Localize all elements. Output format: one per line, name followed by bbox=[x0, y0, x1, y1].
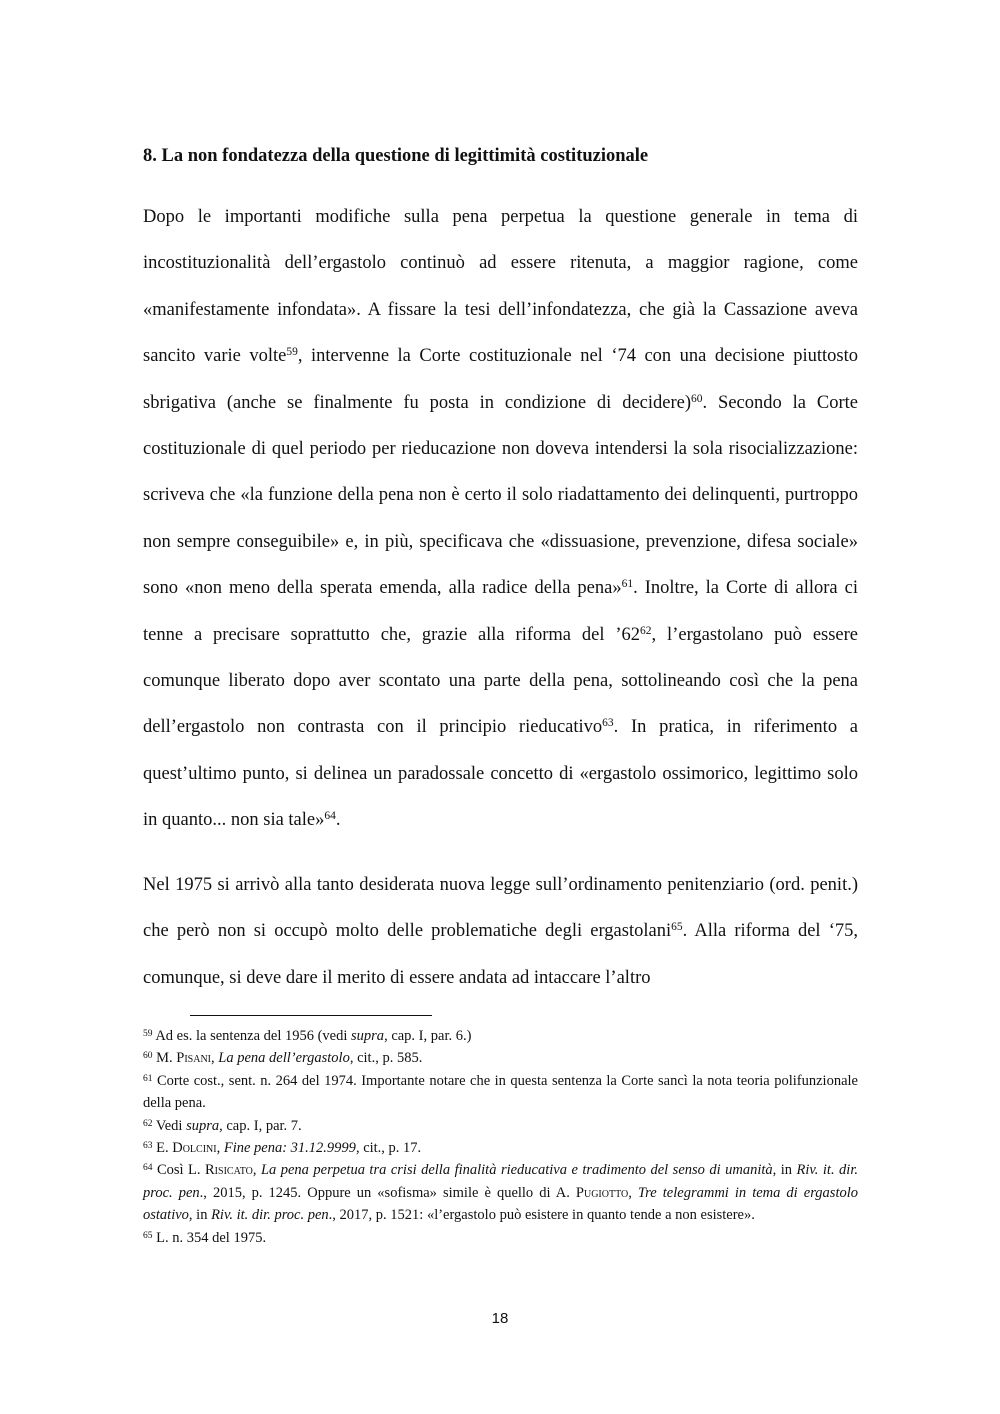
text-run: Così L. bbox=[152, 1162, 206, 1179]
footnotes bbox=[143, 1025, 858, 1249]
author-name: Pugiotto bbox=[575, 1184, 629, 1201]
italic-text: supra bbox=[186, 1117, 220, 1134]
text-run: Nel 1975 si arrivò alla tanto desiderata nuova legge sull’ordinamento penitenziario (ord. penit.) che però non si occupò molto delle problematiche degli ergastolani bbox=[143, 875, 858, 942]
author-name: Dolcini bbox=[172, 1140, 217, 1157]
footnote-ref: 60 bbox=[143, 1051, 153, 1062]
text-run: , in bbox=[188, 1207, 212, 1224]
text-run: ., 2015, p. 1245. Oppure un «sofisma» simile è quello di A. bbox=[199, 1184, 576, 1201]
text-run: , cap. I, par. 7. bbox=[219, 1117, 302, 1134]
footnote-ref: 62 bbox=[143, 1118, 153, 1129]
text-run: M. bbox=[152, 1050, 177, 1067]
italic-text: Fine pena: 31.12.9999 bbox=[223, 1140, 356, 1157]
text-run: Ad es. la sentenza del 1956 (vedi bbox=[152, 1028, 352, 1044]
text-run: ., 2017, p. 1521: «l’ergastolo può esistere in quanto tende a non esistere». bbox=[328, 1207, 755, 1224]
italic-text: La pena perpetua tra crisi della finalità rieducativa e tradimento del senso di umanità bbox=[260, 1162, 773, 1179]
italic-text: supra bbox=[351, 1028, 385, 1044]
text-run: , l’ergastolano può essere comunque liberato dopo aver scontato una parte della pena, sottolineando così che la pena dell’ergastolo non contrasta con il principio rieducativo bbox=[143, 624, 859, 738]
footnote-ref: 62 bbox=[640, 624, 652, 637]
page-number: 18 bbox=[491, 1310, 509, 1327]
footnote-59 bbox=[143, 1025, 858, 1047]
footnote-ref: 64 bbox=[324, 810, 336, 823]
footnote-ref: 65 bbox=[671, 921, 683, 934]
text-run: , intervenne la Corte costituzionale nel ‘74 con una decisione piuttosto sbrigativa (anche se finalmente fu posta in condizione di decidere) bbox=[143, 346, 858, 413]
text-run: Vedi bbox=[152, 1117, 187, 1134]
footnote-ref: 59 bbox=[286, 346, 298, 359]
footnote-ref: 61 bbox=[621, 578, 634, 591]
text-run: , bbox=[252, 1162, 261, 1179]
section-heading: 8. La non fondatezza della questione di legittimità costituzionale bbox=[143, 146, 649, 166]
text-run: , cap. I, par. 6.) bbox=[384, 1028, 472, 1044]
footnote-separator bbox=[190, 1015, 432, 1016]
text-run: . Alla riforma del ‘75, comunque, si deve dare il merito di essere andata ad intaccare l’altro bbox=[143, 921, 858, 988]
footnote-ref: 63 bbox=[602, 717, 614, 730]
body-paragraph-1 bbox=[143, 194, 858, 844]
italic-text: Riv. it. dir. proc. pen bbox=[143, 1162, 858, 1201]
text-run: , bbox=[211, 1050, 219, 1067]
footnote-ref: 61 bbox=[143, 1073, 153, 1084]
text-run: , cit., p. 17. bbox=[355, 1140, 422, 1157]
text-run: . bbox=[335, 810, 341, 831]
text-run: , bbox=[216, 1140, 224, 1157]
text-run: E. bbox=[152, 1140, 173, 1157]
text-run: Corte cost., sent. n. 264 del 1974. Importante notare che in questa sentenza la Corte sancì la nota teoria polifunzionale della pena. bbox=[143, 1072, 858, 1112]
text-run: . Inoltre, la Corte di allora ci tenne a precisare soprattutto che, grazie alla riforma del ’62 bbox=[143, 578, 858, 645]
footnote-63 bbox=[143, 1137, 858, 1159]
italic-text: La pena dell’ergastolo bbox=[218, 1050, 350, 1067]
footnote-ref: 63 bbox=[143, 1141, 153, 1152]
footnote-60 bbox=[143, 1047, 858, 1069]
body-paragraph-2 bbox=[143, 862, 858, 1001]
footnote-62 bbox=[143, 1115, 858, 1137]
footnote-65 bbox=[143, 1227, 858, 1249]
italic-text: Riv. it. dir. proc. pen bbox=[211, 1207, 329, 1224]
author-name: Risicato bbox=[205, 1162, 253, 1179]
text-run: , bbox=[628, 1184, 638, 1201]
footnote-61 bbox=[143, 1070, 858, 1115]
author-name: Pisani bbox=[176, 1050, 212, 1067]
text-run: , in bbox=[772, 1162, 797, 1179]
footnote-ref: 60 bbox=[691, 392, 703, 405]
text-run: Dopo le importanti modifiche sulla pena perpetua la questione generale in tema di incostituzionalità dell’ergastolo continuò ad essere ritenuta, a maggior ragione, come «manifestamente infondata». A fissare la tesi dell’infondatezza, che già la Cassazione aveva sancito varie volte bbox=[143, 207, 858, 367]
text-run: , cit., p. 585. bbox=[349, 1050, 423, 1067]
text-run: . Secondo la Corte costituzionale di quel periodo per rieducazione non doveva intendersi la sola risocializzazione: scriveva che «la funzione della pena non è certo il solo riadattamento dei delinquenti, purtroppo non sempre conseguibile» e, in più, specificava che «dissuasione, prevenzione, difesa sociale» sono «non meno della sperata emenda, alla radice della pena» bbox=[143, 392, 858, 599]
footnote-ref: 59 bbox=[143, 1029, 153, 1039]
footnote-ref: 64 bbox=[143, 1163, 153, 1174]
footnote-ref: 65 bbox=[143, 1230, 153, 1241]
italic-text: Tre telegrammi in tema di ergastolo ostativo bbox=[143, 1184, 858, 1224]
text-run: L. n. 354 del 1975. bbox=[152, 1229, 267, 1246]
text-run: . In pratica, in riferimento a quest’ultimo punto, si delinea un paradossale concetto di «ergastolo ossimorico, legittimo solo in quanto... non sia tale» bbox=[143, 717, 858, 831]
footnote-64 bbox=[143, 1159, 858, 1226]
